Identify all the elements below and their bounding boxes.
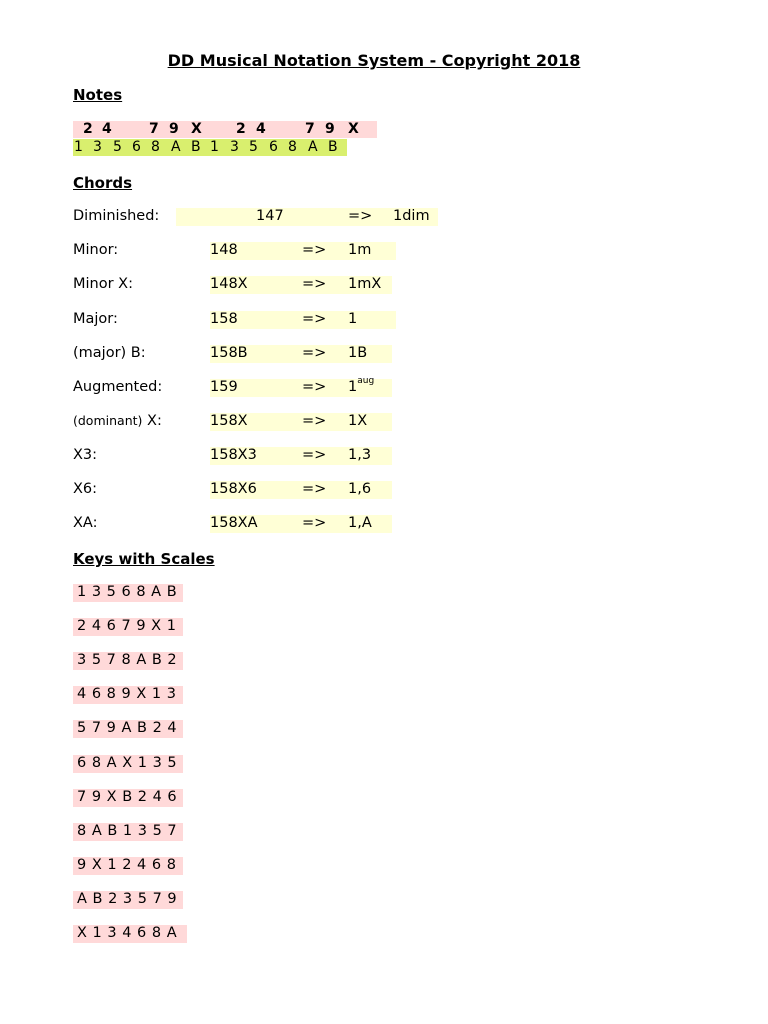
note-cell: 5 [249,139,258,155]
chord-arrow: => [302,379,327,395]
chord-notes: 158B [210,345,248,361]
chord-result: 1mX [348,276,382,292]
note-cell: 6 [132,139,141,155]
scale-row: 9 X 1 2 4 6 8 [73,857,183,875]
note-cell: X [348,121,359,137]
note-cell: 7 [305,121,315,137]
chord-name: XA: [73,515,98,531]
note-cell: 3 [93,139,102,155]
chord-result: $1^{aug}$ [348,376,375,395]
chord-result: 1m [348,242,372,258]
chord-name: (dominant) X: [73,413,162,429]
scale-row: 8 A B 1 3 5 7 [73,823,183,841]
chord-name: Augmented: [73,379,163,395]
scale-row: 5 7 9 A B 2 4 [73,720,183,738]
chord-notes: 148 [210,242,238,258]
note-cell: 1 [74,139,83,155]
scale-row: 3 5 7 8 A B 2 [73,652,183,670]
chord-name: X3: [73,447,98,463]
note-cell: 7 [149,121,159,137]
note-cell: 9 [325,121,335,137]
note-cell: 8 [151,139,160,155]
chord-notes: 147 [256,208,284,224]
chords-heading: Chords [73,174,133,192]
chord-notes: 158X3 [210,447,257,463]
scale-row: X 1 3 4 6 8 A [73,925,187,943]
chord-result: 1X [348,413,368,429]
chord-arrow: => [302,515,327,531]
chord-arrow: => [302,447,327,463]
chord-notes: 158X [210,413,248,429]
chord-arrow: => [302,276,327,292]
chord-result: 1,6 [348,481,372,497]
note-cell: A [308,139,318,155]
note-cell: 4 [102,121,112,137]
chord-result: 1 [348,311,358,327]
scale-row: 2 4 6 7 9 X 1 [73,618,183,636]
chord-notes: 158XA [210,515,258,531]
chord-result: 1dim [393,208,430,224]
note-cell: 2 [236,121,246,137]
note-cell: 3 [230,139,239,155]
note-cell: B [191,139,201,155]
notes-naturals-row [73,139,347,156]
chord-name: Diminished: [73,208,160,224]
chord-notes: 158 [210,311,238,327]
chord-arrow: => [302,413,327,429]
scale-row: 4 6 8 9 X 1 3 [73,686,183,704]
note-cell: 5 [113,139,122,155]
chord-result: 1,3 [348,447,372,463]
note-cell: 8 [288,139,297,155]
note-cell: 9 [169,121,179,137]
notes-heading: Notes [73,86,123,104]
document-title: DD Musical Notation System - Copyright 2018 [167,51,581,70]
note-cell: X [191,121,202,137]
chord-name: Minor: [73,242,119,258]
chord-notes: 158X6 [210,481,257,497]
chord-name: (major) B: [73,345,146,361]
chord-name: Minor X: [73,276,133,292]
note-cell: 2 [83,121,93,137]
chord-result: 1B [348,345,368,361]
scales-heading: Keys with Scales [73,550,215,568]
aug-superscript: aug [357,376,375,386]
note-cell: B [328,139,338,155]
note-cell: A [171,139,181,155]
scale-row: A B 2 3 5 7 9 [73,891,183,909]
scale-row: 6 8 A X 1 3 5 [73,755,183,773]
chord-name: Major: [73,311,118,327]
note-cell: 4 [256,121,266,137]
scale-row: 1 3 5 6 8 A B [73,584,183,602]
chord-arrow: => [302,242,327,258]
note-cell: 1 [210,139,219,155]
chord-result: 1,A [348,515,372,531]
chord-arrow: => [302,481,327,497]
notes-accidentals-row [73,121,377,138]
chord-notes: 159 [210,379,238,395]
chord-arrow: => [348,208,373,224]
chord-name: X6: [73,481,98,497]
scale-row: 7 9 X B 2 4 6 [73,789,183,807]
chord-arrow: => [302,345,327,361]
chord-notes: 148X [210,276,248,292]
chord-arrow: => [302,311,327,327]
note-cell: 6 [269,139,278,155]
